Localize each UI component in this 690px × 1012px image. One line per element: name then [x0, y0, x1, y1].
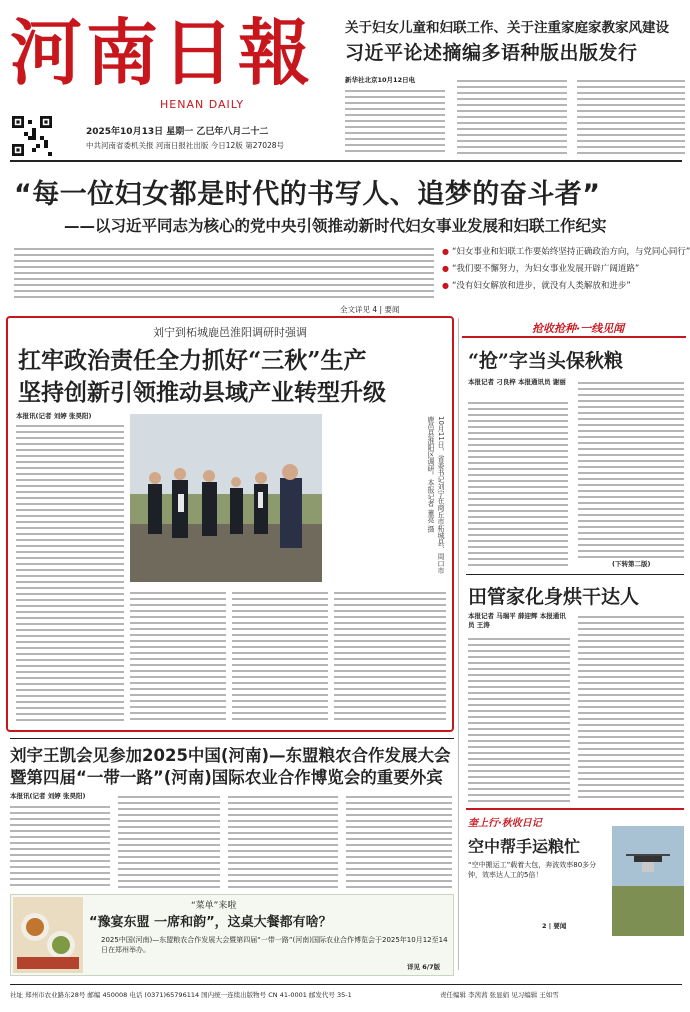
- qr-code-icon: [12, 116, 52, 156]
- feature-body-col-4: [334, 588, 446, 722]
- promo-panel[interactable]: [10, 894, 454, 976]
- bullet-icon: ●: [442, 247, 449, 256]
- side-story-1-headline: “抢”字当头保秋粮: [468, 350, 623, 372]
- related-item[interactable]: [442, 263, 686, 275]
- related-item-text: “妇女事业和妇联工作要始终坚持正确政治方向，与党同心同行”: [451, 247, 690, 257]
- lead-continued[interactable]: 全文详见 4 | 要闻: [340, 305, 400, 314]
- second-story-byline: 本报讯(记者 刘婷 张昊阳): [10, 792, 86, 800]
- publisher-line: 中共河南省委机关报 河南日报社出版 今日12版 第27028号: [86, 141, 285, 150]
- side-story-3-continued[interactable]: 2 | 要闻: [542, 922, 567, 930]
- side-divider-2: [466, 808, 684, 810]
- top-story-dateline: 新华社北京10月12日电: [345, 76, 416, 84]
- feature-box: [6, 316, 454, 732]
- top-story-body-col-2: [457, 76, 567, 156]
- lead-subhead: ——以习近平同志为核心的党中央引领推动新时代妇女事业发展和妇联工作纪实: [64, 217, 607, 235]
- promo-tag: “菜单”来啦: [191, 901, 237, 911]
- feature-byline: 本报讯(记者 刘婷 张昊阳): [16, 412, 92, 420]
- promo-continued[interactable]: 详见 6/7版: [407, 963, 441, 971]
- top-story: [345, 6, 685, 156]
- second-story-col-2: [118, 792, 220, 890]
- side-banner: [462, 318, 686, 338]
- feature-photo: [130, 414, 322, 582]
- bullet-icon: ●: [442, 281, 449, 290]
- second-story-col-4: [346, 792, 452, 890]
- second-story-headline-2: 暨第四届“一带一路”(河南)国际农业合作博览会的重要外宾: [10, 768, 443, 787]
- related-item-text: “我们要不懈努力，为妇女事业发展开辟广阔道路”: [451, 264, 640, 274]
- lead-headline: “每一位妇女都是时代的书写人、追梦的奋斗者”: [14, 179, 601, 210]
- masthead: [10, 6, 340, 156]
- side-story-3-banner: 奎上行·秋收日记: [468, 818, 542, 829]
- masthead-divider: [10, 160, 682, 162]
- top-story-body-col-1: [345, 86, 445, 156]
- second-story-col-3: [228, 792, 338, 890]
- column-rule: [458, 318, 459, 970]
- date-line: 2025年10月13日 星期一 乙巳年八月二十二: [86, 127, 269, 137]
- top-story-headline-2: 习近平论述摘编多语种版出版发行: [345, 42, 638, 64]
- second-story-headline-1: 刘宇王凯会见参加2025中国(河南)—东盟粮农合作发展大会: [10, 746, 451, 765]
- side-story-1-col-1: [468, 398, 568, 568]
- side-story-2-col-1: [468, 634, 570, 802]
- promo-body: 2025中国(河南)—东盟粮农合作发展大会暨第四届“一带一路”(河南)国际农业合作博览会于2025年10月12至14日在郑州举办。: [101, 936, 448, 954]
- feature-body-col-2: [130, 588, 226, 722]
- side-story-1-col-2: [578, 378, 684, 558]
- masthead-pinyin: HENAN DAILY: [160, 98, 245, 111]
- masthead-title: 河南日報: [10, 10, 315, 95]
- second-story-divider: [10, 738, 454, 739]
- feature-headline-2: 坚持创新引领推动县域产业转型升级: [18, 379, 386, 406]
- side-story-2-col-2: [578, 612, 684, 802]
- side-story-1-byline: 本报记者 刁良梓 本报通讯员 谢丽: [468, 378, 566, 386]
- footer-editors: 责任编辑 李茜茜 张显娟 见习编辑 王如雪: [440, 991, 559, 999]
- feature-headline-1: 扛牢政治责任全力抓好“三秋”生产: [18, 347, 367, 374]
- side-story-1-continued[interactable]: (下转第二版): [612, 560, 651, 568]
- promo-headline: “豫宴东盟 一席和韵”，这桌大餐都有啥？: [89, 915, 332, 930]
- drone-photo: [612, 826, 684, 936]
- side-column: [462, 318, 686, 978]
- promo-image: [13, 897, 83, 973]
- side-story-2-headline: 田管家化身烘干达人: [468, 586, 640, 608]
- feature-kicker: 刘宁到柘城鹿邑淮阳调研时强调: [153, 326, 307, 339]
- feature-body-col-1: [16, 421, 124, 721]
- footer-address: 社址 郑州市农业路东28号 邮编 450008 电话 (0371)65796114 国内统一连续出版物号 CN 41-0001 邮发代号 35-1: [10, 991, 352, 999]
- side-banner-text: 抢收抢种·一线见闻: [532, 322, 625, 335]
- feature-photo-caption: 10月11日，省委书记刘宁在商丘市柘城县、周口市鹿邑县淮阳区调研。本报记者 董亮 摄: [427, 416, 445, 574]
- top-story-headline-1: 关于妇女儿童和妇联工作、关于注重家庭家教家风建设: [345, 20, 669, 36]
- side-story-2-byline: 本报记者 马瑞平 薛迎辉 本报通讯员 王涛: [468, 612, 566, 629]
- top-story-body-col-3: [577, 76, 685, 156]
- related-item[interactable]: [442, 246, 690, 258]
- side-divider-1: [466, 574, 684, 575]
- footer-divider: [10, 984, 682, 985]
- feature-body-col-3: [232, 588, 328, 722]
- side-story-3-headline: 空中帮手运粮忙: [468, 837, 581, 856]
- related-item[interactable]: [442, 280, 686, 292]
- second-story-col-1: [10, 802, 110, 890]
- lead-body: [14, 244, 434, 298]
- side-story-3-caption: “空中搬运工”载着大包，奔波效率80多分钟，效率达人工的5倍！: [468, 861, 597, 879]
- lead-related-list: [442, 246, 690, 292]
- bullet-icon: ●: [442, 264, 449, 273]
- related-item-text: “没有妇女解放和进步，就没有人类解放和进步”: [451, 281, 631, 291]
